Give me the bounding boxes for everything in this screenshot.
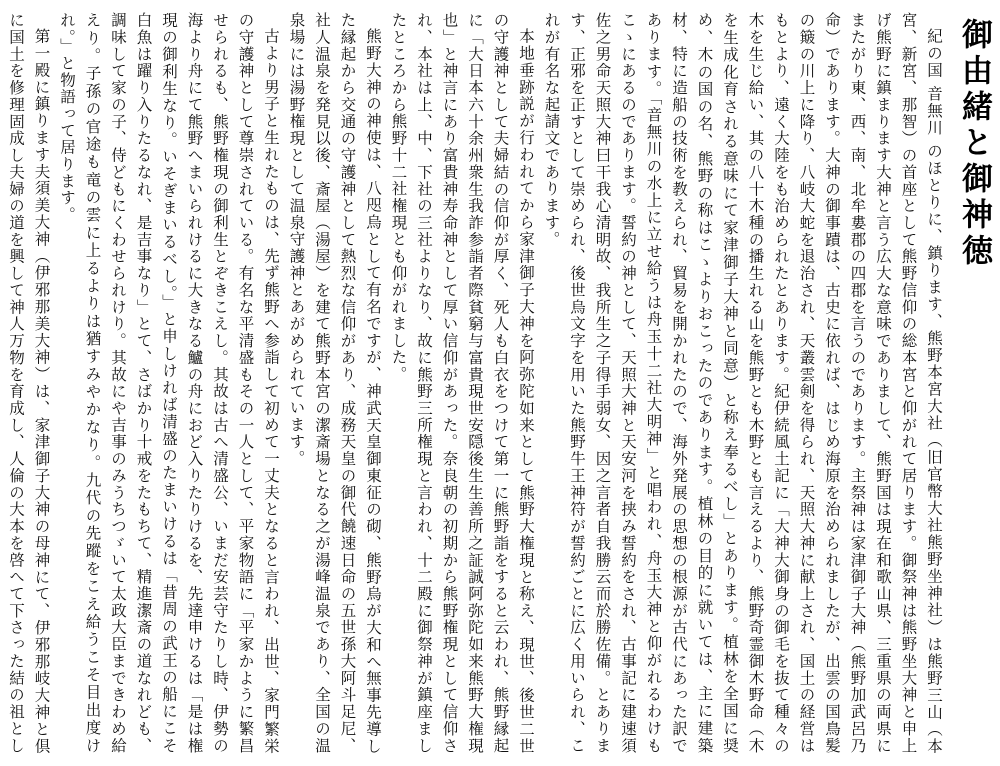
paragraph-2: 本地垂跡説が行われてから家津御子大神を阿弥陀如来として熊野大権現と称え、現世、後世二世の守護神として夫婦結の信仰が厚く、死人も白衣をつけて第一に熊野詣をすると云われ、熊野縁起に「大日本六十余州衆生我詐参詣者際貧窮与富貴現世安隠後生生善所之証誠阿弥陀如来熊野大権現也」と神言にあり富貴神寿命神として厚い信仰があった。奈良朝の初期から熊野権現として信仰され、本社は上、中、下社の三社よりなり、故に熊野三所権現と言われ、十二殿に御祭神が鎮座ましたところから熊野十二社権現とも仰がれました。 [389,12,535,754]
paragraph-5: 第一殿に鎮ります夫須美大神（伊邪那美大神）は、家津御子大神の母神にて、伊邪那岐大神と倶に国土を修理固成し夫婦の道を興して神人万物を育成し、人倫の大本を啓へて下さった結の祖とし [7,12,51,754]
paragraph-3: 熊野大神の神使は、八咫烏として有名ですが、神武天皇御東征の砌、熊野烏が大和へ無事先導した縁起から交通の守護神として熱烈な信仰があり、成務天皇の御代饒速日命の五世孫大阿斗足尼、社人温泉を発見以後、斎屋（湯屋）を建て熊野本宮の潔斎場となる之が湯峰温泉であり、全国の温泉場には湯野権現として温泉守護神とあがめられています。 [287,12,382,754]
paragraph-1: 紀の国 音無川 のほとりに、鎮ります、熊野本宮大社（旧官幣大社熊野坐神社）は熊野三山（本宮、新宮、那智）の首座として熊野信仰の総本宮と仰がれて居ります。御祭神は熊野坐大神と申上げ熊野に鎮まります大神と言う広大な意味でありまして、熊野国は現在和歌山県、三重県の両県にまたがり東、西、南、北牟婁郡の四郡を言うのであります。主祭神は家津御子大神（熊野加武呂乃命）であります。大神の御事蹟は、古史に依れば、はじめ海原を治められましたが、出雲の国鳥髪の簸の川上に降り、八岐大蛇を退治され、天叢雲剣を得られ、天照大神に献上され、国土の経営はもとより、遠く大陸をも治められたとあります。紀伊続風土記に「大神大御身の御毛を抜て種々の木を生じ給い、其の八十木種の播生れる山を熊野とも木野とも言えるより、熊野奇霊御木野命（木を生成化育される意味にて家津御子大神と同意）と称え奉るべし」とあります。植林を全国に奨め、木の国の名、熊野の称はこゝよりおこったのであります。植林の目的に就いては、主に建築材、特に造船の技術を教えられ、貿易を開かれたので、海外発展の思想の根源が古代にあった訳であります。「音無川の水上に立せ給うは舟玉十二社大明神」と唱われ、舟玉大神と仰がれるわけもこゝにあるのであります。誓約の神として、天照大神と天安河を挟み誓約をされ、古事記に建速須佐之男命天照大神曰干我心清明故、我所生之子得手弱女、因之言者自我勝云而於勝佐備。とあります、正邪を正すとして崇められ、後世烏文字を用いた熊野牛王神符が誓約ごとに広く用いられ、これが有名な起請文であります。 [542,12,943,754]
body-text [6,12,946,754]
paragraph-4: 古より男子と生れたものは、先ず熊野へ参詣して初めて一丈夫となると言われ、出世、家門繁栄の守護神として尊崇されている。有名な平清盛もその一人として、平家物語に「平家かように繁昌せられるも、熊野権現の御利生とぞきこえし。其故は古へ清盛公、いまだ安芸守たりし時、伊勢の海より舟にて熊野へまいられけるに大きなる鱸の舟におど入りたりけるを、先達申けるは「是は権現の御利生なり。いそぎまいるべし。」と申しければ清盛のたまいけるは「昔周の武王の船にこそ白魚は躍り入りたるなれ、是吉事なり」とて、さばかり十戒をたもちて、精進潔斎の道なれども、調味して家の子、侍どもにくわせられけり。其故にや吉事のみうちつゞいて太政大臣まできわめ給えり。子孫の官途も竜の雲に上るよりは猶すみやかなり。九代の先蹤をこえ給うこそ目出度けれ。」と物語って居ります。 [58,12,280,754]
page-title: 御由緒と御神徳 [956,18,992,270]
